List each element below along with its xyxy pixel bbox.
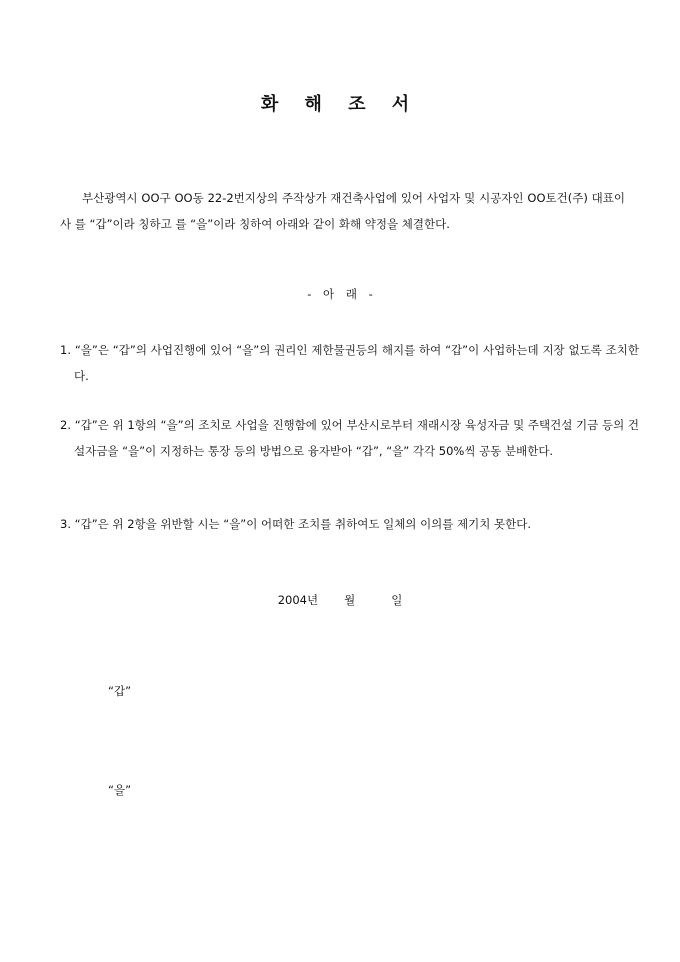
party-b-label: “을” [108,783,132,797]
clause-text: “을”은 “갑”의 사업진행에 있어 “을”의 권리인 제한물권등의 해지를 하여 “갑”이 사업하는데 지장 없도록 조치한다. [74,343,639,383]
intro-paragraph [60,185,625,237]
party-a-label: “갑” [108,684,132,698]
clause-number: 2. [60,418,71,432]
intro-text: 부산광역시 OO구 OO동 22-2번지상의 주작상가 재건축사업에 있어 사업자 및 시공자인 OO토건(주) 대표이사 를 “갑”이라 칭하고 를 “을”이라 칭하여 아래와 같이 화해 약정을 체결한다. [60,191,625,231]
date-day: 일 [391,593,403,607]
clause-2 [60,412,639,464]
date-line [0,592,680,608]
clause-text: “갑”은 위 1항의 “을”의 조치로 사업을 진행함에 있어 부산시로부터 재래시장 육성자금 및 주택건설 기금 등의 건설자금을 “을”이 지정하는 통장 등의 방법으로 융자받아 “갑”, “을” 각각 50%씩 공동 분배한다. [74,418,639,458]
date-year: 2004년 [277,593,319,607]
clause-3 [60,511,639,537]
clause-text: “갑”은 위 2항을 위반할 시는 “을”이 어떠한 조치를 취하여도 일체의 이의를 제기치 못한다. [74,517,532,531]
clause-1 [60,337,639,389]
clause-number: 3. [60,517,71,531]
sub-heading: - 아 래 - [307,287,373,301]
document-title: 화 해 조 서 [260,94,420,115]
clause-number: 1. [60,343,71,357]
date-month: 월 [344,593,356,607]
